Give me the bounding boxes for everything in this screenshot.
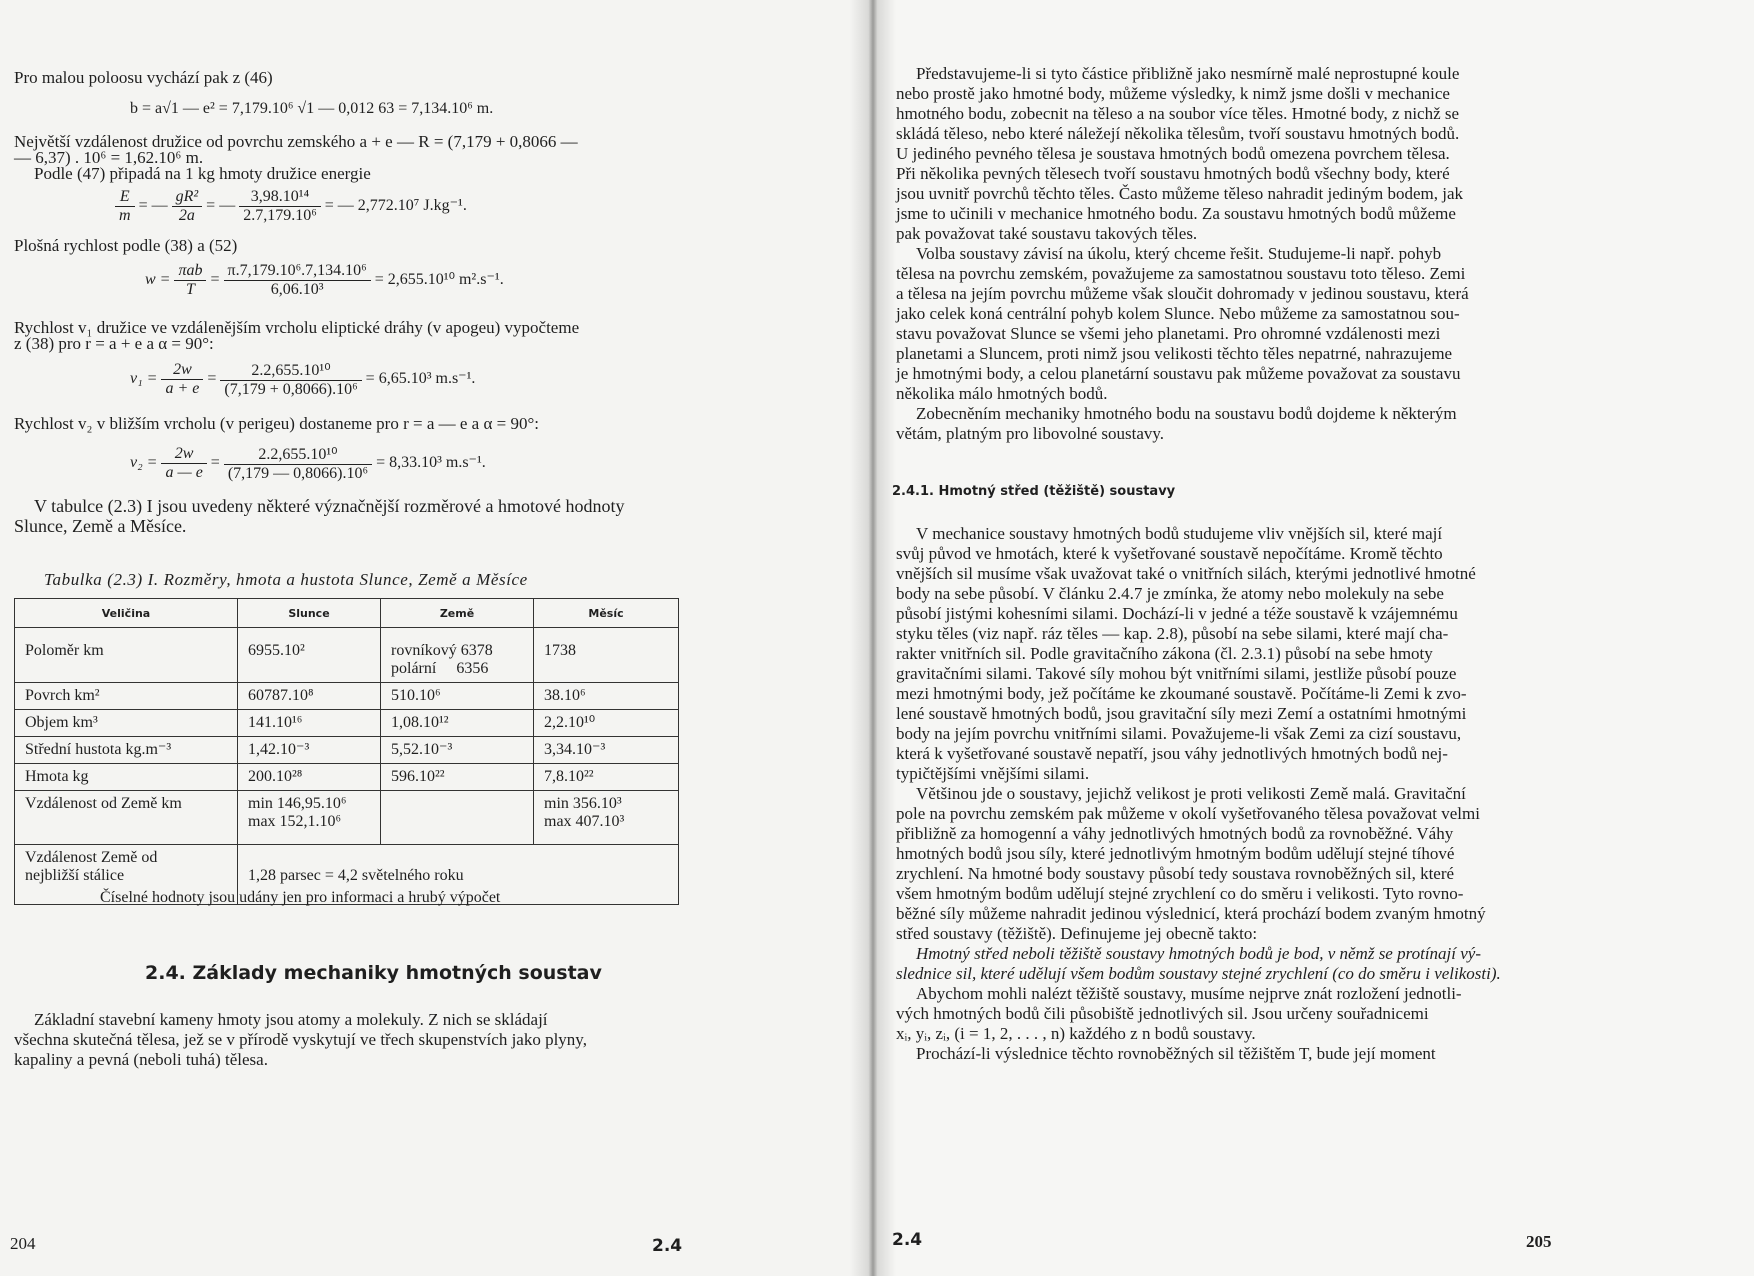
book-gutter [850,0,896,1276]
paragraph-7: Prochází-li výslednice těchto rovnoběžných sil těžištěm T, bude její moment [916,1044,1436,1063]
section-para-1: Základní stavební kameny hmoty jsou atomy a molekuly. Z nich se skládají [34,1010,548,1029]
equation-energy: $\frac{E}{m}$ = — $\frac{\text{gR²}}{2a}$ = — $\frac{\text{3,98.10¹⁴}}{\text{2.7,179.10⁶}}$ = — 2,772.10⁷ J.kg⁻¹. [115,188,467,225]
table-cell: Střední hustota kg.m⁻³ [15,737,238,764]
table-cell: Objem km³ [15,710,238,737]
table-cell: min 146,95.10⁶ max 152,1.10⁶ [238,791,381,845]
table-cell: 7,8.10²² [534,764,679,791]
table-cell: Vzdálenost od Země km [15,791,238,845]
section-heading: 2.4. Základy mechaniky hmotných soustav [145,962,602,984]
equation-v2: v₂ = $\frac{2w}{a — e}$ = $\frac{\text{2.2,655.10¹⁰}}{\text{(7,179 — 0,8066).10⁶}}$ = 8,33.10³ m.s⁻¹. [130,445,486,482]
table-cell: 596.10²² [381,764,534,791]
table-caption: Tabulka (2.3) I. Rozměry, hmota a hustota Slunce, Země a Měsíce [44,570,528,589]
table-row [15,791,679,845]
v2-line: Rychlost v₂ v bližším vrcholu (v perigeu) dostaneme pro r = a — e a α = 90°: [14,414,539,433]
table-header: Měsíc [534,599,679,628]
table-row [15,764,679,791]
table-cell: Hmota kg [15,764,238,791]
intro-text: Pro malou poloosu vychází pak z (46) [14,68,273,87]
v1-line-1: Rychlost v₁ družice ve vzdálenějším vrcholu eliptické dráhy (v apogeu) vypočteme [14,318,580,337]
data-table [14,598,679,905]
v1-line-2: z (38) pro r = a + e a α = 90°: [14,334,214,353]
table-cell: 60787.10⁸ [238,683,381,710]
page-number-left: 204 [10,1234,36,1253]
energy-intro: Podle (47) připadá na 1 kg hmoty družice energie [34,164,371,183]
distance-line-2: — 6,37) . 10⁶ = 1,62.10⁶ m. [14,148,204,167]
table-intro-1: V tabulce (2.3) I jsou uvedeny některé význačnější rozměrové a hmotové hodnoty [34,496,625,516]
areal-intro: Plošná rychlost podle (38) a (52) [14,236,238,255]
distance-line-1: Největší vzdálenost družice od povrchu zemského a + e — R = (7,179 + 0,8066 — [14,132,578,151]
equation-b: b = a√1 — e² = 7,179.10⁶ √1 — 0,012 63 = 7,134.10⁶ m. [130,100,494,117]
table-cell: 1,28 parsec = 4,2 světelného roku [238,845,679,905]
table-header: Země [381,599,534,628]
table-cell: min 356.10³ max 407.10³ [534,791,679,845]
table-cell: Vzdálenost Země od nejbližší stálice [15,845,238,905]
paragraph-5: Většinou jde o soustavy, jejichž velikost je proti velikosti Země malá. Gravitační pole na povrchu zemském pak můžeme v okolí vyšetřovaného tělesa považovat velmi přibližně za homogenní a váhy jednotlivých hmotných bodů za rovnoběžné. Váhy hmotných bodů jsou síly, které jednotlivým hmotným bodům udělují stejné tíhové zrychlení. Na hmotné body soustavy působí tedy soustava rovnoběžných sil, které všem hmotným bodům udělují stejné zrychlení co do směru i velikosti. Tyto rovno- běžné síly můžeme nahradit jedinou výslednicí, která prochází bodem zvaným hmotný střed soustavy (těžiště). Definujeme jej obecně takto: [896,784,1486,943]
table-header-row [15,599,679,628]
table-cell: Povrch km² [15,683,238,710]
paragraph-2: Volba soustavy závisí na úkolu, který chceme řešit. Studujeme-li např. pohyb tělesa na povrchu zemském, považujeme za samostatnou soustavu toto těleso. Zemi a tělesa na jejím povrchu můžeme však sloučit dohromady v jedinou soustavu, která jako celek koná centrální pohyb kolem Slunce. Nebo můžeme za samostatnou sou- stavu považovat Slunce se všemi jeho planetami. Pro ohromné vzdálenosti mezi planetami a Sluncem, proti nimž jsou velikosti těchto těles nepatrné, nahrazujeme je hmotnými body, a celou planetární soustavu pak můžeme považovat za soustavu několika málo hmotných bodů. [896,244,1469,403]
table-cell: 200.10²⁸ [238,764,381,791]
table-cell: 5,52.10⁻³ [381,737,534,764]
table-cell: 6955.10² [238,628,381,683]
table-intro-2: Slunce, Země a Měsíce. [14,516,187,536]
paragraph-4: V mechanice soustavy hmotných bodů studujeme vliv vnějších sil, které mají svůj původ ve hmotách, které k vyšetřované soustavě nepočítáme. Kromě těchto vnějších sil musíme však uvažovat také o vnitřních silách, kterými jednotlivé hmotné body na sebe působí. V článku 2.4.7 je zmínka, že atomy nebo molekuly na sebe působí jistými kohesními silami. Dochází-li v jedné a téže soustavě k vzájemnému styku těles (viz např. ráz těles — kap. 2.8), působí na sebe silami, které mají cha- rakter vnitřních sil. Podle gravitačního zákona (čl. 2.3.1) působí na sebe hmoty gravitačními silami. Takové síly mohou být vnitřními silami, jestliže působí pouze mezi hmotnými body, jež počítáme ke zkoumané soustavě. Počítáme-li Zemi k zvo- lené soustavě hmotných bodů, jsou gravitační síly mezi Zemí a ostatními hmotnými body na jejím povrchu vnitřními silami. Považujeme-li však Zemi za cizí soustavu, která k vyšetřované soustavě nepatří, jsou váhy jednotlivých hmotných bodů nej- typičtějšími vnějšími silami. [896,524,1476,783]
table-cell: 3,34.10⁻³ [534,737,679,764]
section-marker-right: 2.4 [892,1230,923,1250]
table-cell: 2,2.10¹⁰ [534,710,679,737]
paragraph-6: Abychom mohli nalézt těžiště soustavy, musíme nejprve znát rozložení jednotli- vých hmotných bodů čili působiště jednotlivých sil. Jsou určeny souřadnicemi xᵢ, yᵢ, zᵢ, (i = 1, 2, . . . , n) každého z n bodů soustavy. [896,984,1462,1043]
table-header: Veličina [15,599,238,628]
table-row [15,628,679,683]
equation-v1: v₁ = $\frac{2w}{a + e}$ = $\frac{\text{2.2,655.10¹⁰}}{\text{(7,179 + 0,8066).10⁶}}$ = 6,65.10³ m.s⁻¹. [130,361,476,398]
definition: Hmotný střed neboli těžiště soustavy hmotných bodů je bod, v němž se protínají vý- slednice sil, které udělují všem bodům soustavy stejné zrychlení (co do směru i velikosti). [896,944,1501,983]
table-cell [381,791,534,845]
paragraph-3: Zobecněním mechaniky hmotného bodu na soustavu bodů dojdeme k některým větám, platným pro libovolné soustavy. [896,404,1457,443]
right-column-lower [896,524,1561,1064]
section-marker-left: 2.4 [652,1236,683,1256]
table-row [15,737,679,764]
table-cell: 1738 [534,628,679,683]
section-para-2: všechna skutečná tělesa, jež se v přírodě vyskytují ve třech skupenstvích jako plyny, [14,1030,587,1049]
table-note: Číselné hodnoty jsou udány jen pro informaci a hrubý výpočet [100,889,501,906]
subheading: 2.4.1. Hmotný střed (těžiště) soustavy [892,484,1176,499]
table-cell: 1,08.10¹² [381,710,534,737]
page-number-right: 205 [1526,1232,1552,1251]
table-cell: Poloměr km [15,628,238,683]
section-para-3: kapaliny a pevná (neboli tuhá) tělesa. [14,1050,268,1069]
table-header: Slunce [238,599,381,628]
table-cell: rovníkový 6378 polární 6356 [381,628,534,683]
right-column [896,64,1561,444]
table-cell: 1,42.10⁻³ [238,737,381,764]
equation-w: w = $\frac{\text{πab}}{T}$ = $\frac{\text{π.7,179.10⁶.7,134.10⁶}}{\text{6,06.10³}}$ = 2,655.10¹⁰ m².s⁻¹. [145,262,504,298]
paragraph-1: Představujeme-li si tyto částice přibližně jako nesmírně malé neprostupné koule nebo prostě jako hmotné body, můžeme výsledky, k nimž jsme došli v mechanice hmotného bodu, zobecnit na těleso a na soubor více těles. Hmotné body, z nichž se skládá těleso, nebo které náležejí několika tělesům, tvoří soustavu hmotných bodů. U jediného pevného tělesa je soustava hmotných bodů omezena povrchem tělesa. Při několika pevných tělesech tvoří soustavu hmotných bodů všechny body, které jsou uvnitř povrchů těchto těles. Často můžeme těleso nahradit jediným bodem, jak jsme to učinili v mechanice hmotného bodu. Za soustavu hmotných bodů můžeme pak považovat také soustavu takových těles. [896,64,1464,243]
table-cell: 38.10⁶ [534,683,679,710]
table-row [15,710,679,737]
table-cell: 510.10⁶ [381,683,534,710]
table-row [15,683,679,710]
table-cell: 141.10¹⁶ [238,710,381,737]
